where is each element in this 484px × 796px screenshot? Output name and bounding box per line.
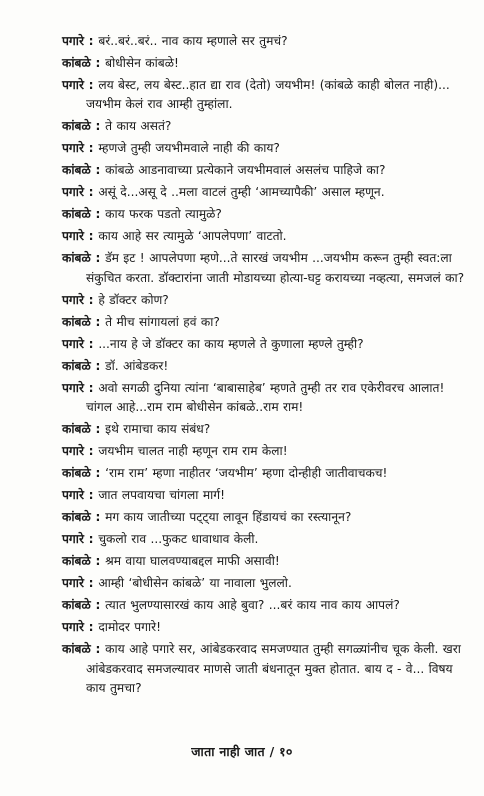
dialogue-text: लय बेस्ट, लय बेस्ट..हात द्या राव (देतो) जयभीम! (कांबळे काही बोलत नाही)... जयभीम केलं राव आम्ही तुम्हांला. — [86, 78, 450, 112]
dialogue-line — [62, 596, 472, 615]
dialogue-line — [62, 313, 472, 332]
dialogue-text: बोधीसेन कांबळे! — [105, 56, 179, 70]
dialogue-text: हे डॉक्टर कोण? — [98, 292, 169, 307]
dialogue-line — [62, 117, 472, 136]
speaker-name: कांबळे — [62, 207, 91, 222]
speaker-name: पगारे — [62, 292, 84, 307]
dialogue-text: इथे रामाचा काय संबंध? — [105, 422, 211, 437]
speaker-separator: : — [83, 532, 99, 547]
dialogue-line — [62, 530, 472, 549]
speaker-name: पगारे — [62, 444, 84, 459]
speaker-separator: : — [83, 292, 99, 307]
dialogue-text: काय फरक पडतो त्यामुळे? — [105, 207, 222, 222]
dialogue-text: आम्ही ‘बोधीसेन कांबळे’ या नावाला भुललो. — [98, 576, 292, 591]
dialogue-text: जात लपवायचा चांगला मार्ग! — [98, 488, 226, 503]
speaker-separator: : — [90, 119, 106, 134]
speaker-separator: : — [90, 207, 106, 222]
dialogue-text: ते काय असतं? — [105, 119, 172, 134]
dialogue-line — [62, 139, 472, 158]
dialogue-line — [62, 205, 472, 224]
dialogue-text: चुकलो राव ...फुकट धावाधाव केली. — [98, 532, 259, 547]
dialogue-line — [62, 574, 472, 593]
speaker-separator: : — [83, 620, 99, 635]
dialogue-text: म्हणजे तुम्ही जयभीमवाले नाही की काय? — [98, 141, 280, 156]
dialogue-text: श्रम वाया घालवण्याबद्दल माफी असावी! — [105, 554, 280, 569]
speaker-separator: : — [90, 598, 106, 613]
dialogue-text: कांबळे आडनावाच्या प्रत्येकाने जयभीमवालं असलंच पाहिजे का? — [105, 163, 386, 178]
dialogue-text: काय आहे पगारे सर, आंबेडकरवाद समजण्यात तुम्ही सगळ्यांनीच चूक केली. खरा आंबेडकरवाद समजल्यावर माणसे जाती बंधनातून मुक्त होतात. बाय द - वे... विषय काय तुमचा? — [86, 642, 461, 696]
dialogue-line — [62, 291, 472, 310]
speaker-separator: : — [83, 380, 99, 395]
speaker-separator: : — [90, 163, 106, 178]
speaker-name: पगारे — [62, 488, 84, 503]
speaker-name: कांबळे — [62, 642, 91, 657]
speaker-name: कांबळे — [62, 554, 91, 569]
dialogue-line — [62, 464, 472, 483]
speaker-name: पगारे — [62, 380, 84, 395]
speaker-name: पगारे — [62, 78, 84, 92]
speaker-separator: : — [90, 251, 106, 266]
dialogue-line — [62, 335, 472, 354]
dialogue-text: बरं..बरं..बरं.. नाव काय म्हणाले सर तुमचं? — [98, 34, 288, 48]
dialogue-line — [62, 486, 472, 505]
dialogue-text: ते मीच सांगायलां हवं का? — [105, 314, 220, 329]
speaker-name: पगारे — [62, 229, 84, 244]
dialogue-line — [62, 508, 472, 527]
speaker-separator: : — [90, 56, 106, 70]
speaker-name: कांबळे — [62, 598, 91, 613]
speaker-name: कांबळे — [62, 119, 91, 134]
dialogue-line — [62, 420, 472, 439]
dialogue-text: ...नाय हे जे डॉक्टर का काय म्हणले ते कुणाला म्हण्ले तुम्ही? — [98, 336, 364, 351]
dialogue-line — [62, 54, 472, 73]
dialogue-line — [62, 161, 472, 180]
speaker-separator: : — [83, 229, 99, 244]
dialogue-line — [62, 357, 472, 376]
dialogue-text: जयभीम चालत नाही म्हणून राम राम केला! — [98, 444, 288, 459]
dialogue-line — [62, 442, 472, 461]
speaker-separator: : — [83, 576, 99, 591]
dialogue-line — [62, 640, 472, 698]
speaker-separator: : — [83, 444, 99, 459]
dialogue-line — [62, 249, 472, 288]
dialogue-line — [62, 552, 472, 571]
speaker-separator: : — [83, 488, 99, 503]
dialogue-text: काय आहे सर त्यामुळे ‘आपलेपणा’ वाटतो. — [98, 229, 287, 244]
speaker-name: कांबळे — [62, 314, 91, 329]
dialogue-line — [62, 379, 472, 418]
dialogue-text: ‘राम राम’ म्हणा नाहीतर ‘जयभीम’ म्हणा दोन्हीही जातीवाचकच! — [105, 466, 388, 481]
speaker-separator: : — [90, 314, 106, 329]
dialogue-text: मग काय जातीच्या पट्ट्या लावून हिंडायचं का रस्त्यानून? — [105, 510, 352, 525]
dialogue-text: डॉ. आंबेडकर! — [105, 358, 169, 373]
speaker-separator: : — [90, 642, 106, 657]
dialogue-text: त्यात भुलण्यासारखं काय आहे बुवा? ...बरं काय नाव काय आपलं? — [105, 598, 400, 613]
speaker-name: पगारे — [62, 620, 84, 635]
speaker-separator: : — [90, 466, 106, 481]
speaker-name: पगारे — [62, 34, 84, 48]
dialogue-text: अवो सगळी दुनिया त्यांना ‘बाबासाहेब’ म्हणते तुम्ही तर राव एकेरीवरच आलात! चांगल आहे...राम राम बोधीसेन कांबळे..राम राम! — [86, 380, 445, 415]
dialogue-line — [62, 32, 472, 51]
dialogue-line — [62, 618, 472, 637]
speaker-separator: : — [90, 422, 106, 437]
speaker-name: कांबळे — [62, 358, 91, 373]
speaker-separator: : — [83, 336, 99, 351]
speaker-name: कांबळे — [62, 251, 91, 266]
speaker-separator: : — [83, 141, 99, 156]
speaker-name: पगारे — [62, 532, 84, 547]
speaker-name: पगारे — [62, 336, 84, 351]
speaker-separator: : — [90, 510, 106, 525]
speaker-separator: : — [90, 358, 106, 373]
speaker-name: पगारे — [62, 576, 84, 591]
speaker-name: पगारे — [62, 141, 84, 156]
speaker-name: कांबळे — [62, 56, 91, 70]
dialogue-line — [62, 183, 472, 202]
speaker-name: कांबळे — [62, 422, 91, 437]
speaker-name: पगारे — [62, 185, 84, 200]
dialogue-text: असूं दे...असू दे ..मला वाटलं तुम्ही ‘आमच्यापैकी’ असाल म्हणून. — [98, 185, 385, 200]
speaker-separator: : — [83, 34, 99, 48]
speaker-name: कांबळे — [62, 466, 91, 481]
speaker-name: कांबळे — [62, 510, 91, 525]
dialogue-line — [62, 227, 472, 246]
speaker-separator: : — [90, 554, 106, 569]
dialogue-text: डॅम इट ! आपलेपणा म्हणे...ते सारखं जयभीम ...जयभीम करून तुम्ही स्वत:ला संकुचित करता. डॉक्टारांना जाती मोडायच्या होत्या-घट्ट करायच्या नव्हत्या, समजलं का? — [86, 251, 465, 285]
speaker-separator: : — [83, 78, 99, 92]
dialogue-line — [62, 76, 472, 115]
dialogue-block — [62, 32, 472, 701]
page-footer: जाता नाही जात / १० — [191, 744, 293, 759]
dialogue-text: दामोदर पगारे! — [98, 620, 162, 635]
speaker-name: कांबळे — [62, 163, 91, 178]
speaker-separator: : — [83, 185, 99, 200]
